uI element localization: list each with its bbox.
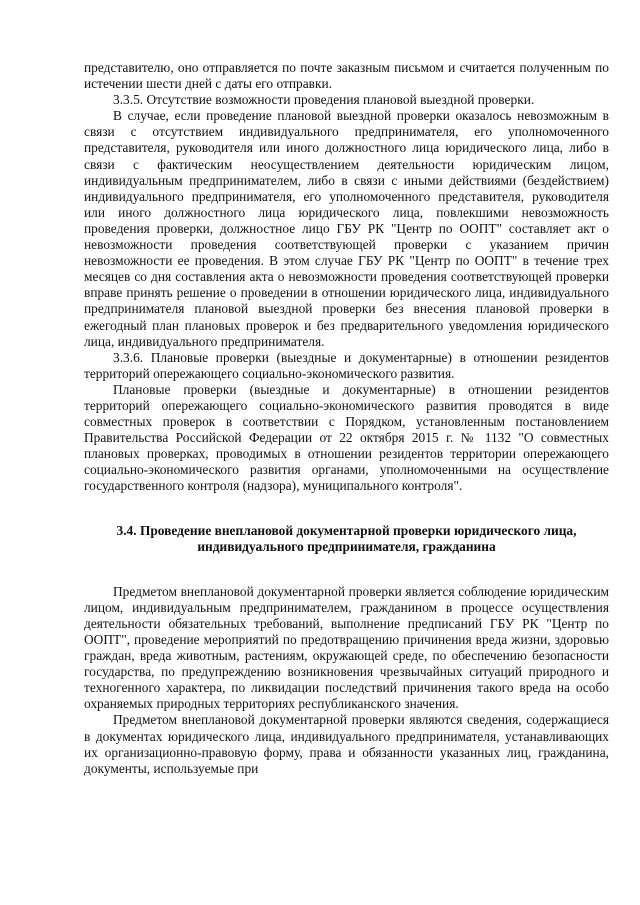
section-heading-3-4 — [84, 523, 609, 556]
section-heading-line-2: индивидуального предпринимателя, гражданина — [197, 539, 496, 555]
subsection-title-3-3-5: 3.3.5. Отсутствие возможности проведения плановой выездной проверки. — [113, 92, 535, 108]
subsection-title-3-3-6: 3.3.6. Плановые проверки (выездные и документарные) в отношении резидентов территорий опережающего социально-экономического развития. — [84, 349, 609, 381]
document-body — [84, 60, 609, 777]
paragraph-joint-inspections: Плановые проверки (выездные и документарные) в отношении резидентов территорий опережающего социально-экономического развития проводятся в виде совместных проверок в соответствии с Порядком, установленным постановлением Правительства Российской Федерации от 22 октября 2015 г. № 1132 "О совместных плановых проверках, проводимых в отношении резидентов территории опережающего социально-экономического развития органами, уполномоченными на осуществление государственного контроля (надзора), муниципального контроля". — [84, 381, 609, 494]
paragraph-continuation: представителю, оно отправляется по почте заказным письмом и считается полученным по истечении шести дней с даты его отправки. — [84, 60, 609, 92]
paragraph-subject-of-inspection: Предметом внеплановой документарной проверки является соблюдение юридическим лицом, индивидуальным предпринимателем, гражданином в процессе осуществления деятельности обязательных требований, выполнение предписаний ГБУ РК "Центр по ООПТ", проведение мероприятий по предотвращению причинения вреда жизни, здоровью граждан, вреда животным, растениям, окружающей среде, по обеспечению безопасности государства, по предупреждению возникновения чрезвычайных ситуаций природного и техногенного характера, по ликвидации последствий причинения такого вреда на особо охраняемых природных территориях республиканского значения. — [84, 583, 609, 712]
section-heading-line-1: 3.4. Проведение внеплановой документарной проверки юридического лица, — [116, 522, 577, 538]
heading-spacer — [84, 556, 609, 584]
paragraph-impossibility-act: В случае, если проведение плановой выездной проверки оказалось невозможным в связи с отсутствием индивидуального предпринимателя, его уполномоченного представителя, руководителя или иного должностного лица юридического лица, либо в связи с фактическим неосуществлением деятельности юридическим лицом, индивидуальным предпринимателем, либо в связи с иными действиями (бездействием) индивидуального предпринимателя, его уполномоченного представителя, руководителя или иного должностного лица юридического лица, повлекшими невозможность проведения проверки, должностное лицо ГБУ РК "Центр по ООПТ" составляет акт о невозможности проведения соответствующей проверки с указанием причин невозможности ее проведения. В этом случае ГБУ РК "Центр по ООПТ" в течение трех месяцев со дня составления акта о невозможности проведения соответствующей проверки вправе принять решение о проведении в отношении юридического лица, индивидуального предпринимателя плановой выездной проверки без внесения плановой проверки в ежегодный план плановых проверок и без предварительного уведомления юридического лица, индивидуального предпринимателя. — [84, 108, 609, 349]
paragraph-subject-documents: Предметом внеплановой документарной проверки являются сведения, содержащиеся в документах юридического лица, индивидуального предпринимателя, устанавливающих их организационно-правовую форму, права и обязанности указанных лиц, гражданина, документы, используемые при — [84, 712, 609, 776]
